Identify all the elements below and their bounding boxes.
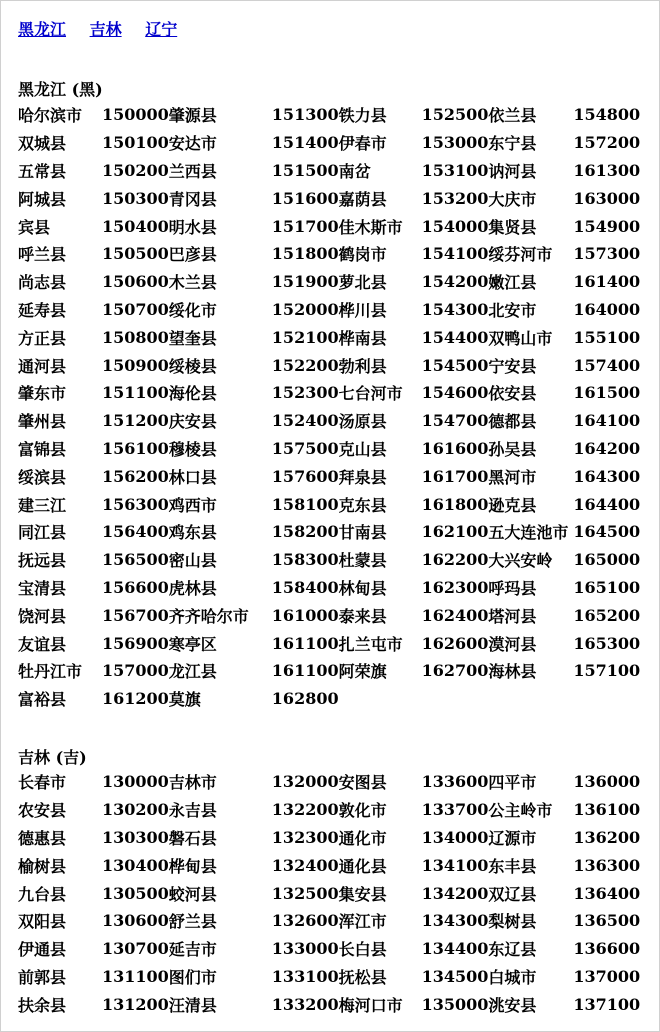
place-name: 黑河市	[488, 467, 537, 487]
postal-code: 132300	[271, 827, 339, 847]
postal-code: 150200	[102, 160, 169, 180]
place-name: 浑江市	[338, 912, 387, 932]
place-name: 通河县	[18, 356, 67, 376]
postal-code: 151900	[271, 272, 339, 292]
place-name: 绥化市	[168, 300, 217, 320]
postal-code: 133100	[271, 966, 339, 986]
place-name: 呼玛县	[488, 578, 537, 598]
place-name: 林口县	[168, 467, 217, 487]
table-row	[18, 351, 640, 379]
postal-code: 155100	[573, 327, 641, 347]
place-name: 建三江	[18, 495, 67, 515]
postal-code: 153200	[421, 188, 489, 208]
place-name: 抚远县	[18, 551, 67, 571]
place-name	[339, 685, 422, 713]
place-name: 通化市	[338, 828, 387, 848]
place-name: 鸡东县	[168, 523, 217, 543]
postal-code: 131100	[102, 966, 169, 986]
postal-code: 161300	[573, 160, 641, 180]
nav-link-liaoning[interactable]: 辽宁	[145, 20, 178, 39]
place-name: 绥滨县	[18, 467, 67, 487]
postal-code: 134400	[421, 939, 489, 959]
place-name: 阿城县	[18, 189, 67, 209]
table-row	[18, 657, 640, 685]
postal-code: 156300	[102, 494, 169, 514]
postal-code: 164000	[573, 299, 641, 319]
postal-code: 161000	[271, 605, 339, 625]
postal-code: 158100	[271, 494, 339, 514]
place-name: 泰来县	[338, 606, 387, 626]
postal-code: 164100	[573, 411, 641, 431]
postal-code: 151700	[271, 216, 339, 236]
postal-code: 154200	[421, 272, 489, 292]
postal-code: 150900	[102, 355, 169, 375]
postal-code: 164400	[573, 494, 641, 514]
postal-code: 158300	[271, 550, 339, 570]
place-name: 桦川县	[338, 300, 387, 320]
table-row	[18, 407, 640, 435]
postal-code: 151100	[102, 383, 169, 403]
postal-code: 151400	[271, 133, 339, 153]
place-name: 大兴安岭	[488, 551, 553, 571]
place-name: 扶余县	[18, 995, 67, 1015]
place-name: 德都县	[488, 412, 537, 432]
place-name: 鸡西市	[168, 495, 217, 515]
place-name: 宾县	[18, 217, 51, 237]
postal-code: 150800	[102, 327, 169, 347]
place-name: 延寿县	[18, 300, 67, 320]
place-name: 伊通县	[18, 940, 67, 960]
place-name: 辽源市	[488, 828, 537, 848]
place-name: 肇东市	[18, 384, 67, 404]
table-row	[18, 546, 640, 574]
place-name: 杜蒙县	[338, 551, 387, 571]
place-name: 七台河市	[338, 384, 403, 404]
postal-code: 150600	[102, 272, 169, 292]
postal-code: 130000	[102, 772, 169, 792]
postal-code: 152100	[271, 327, 339, 347]
place-name: 绥棱县	[168, 356, 217, 376]
place-name: 阿荣旗	[338, 662, 387, 682]
place-name: 图们市	[168, 967, 217, 987]
place-name: 寒亭区	[168, 634, 217, 654]
postal-code: 165300	[573, 633, 641, 653]
table-row	[18, 574, 640, 602]
postal-code: 157400	[573, 355, 641, 375]
postal-code	[422, 685, 489, 713]
place-name: 蛟河县	[168, 884, 217, 904]
postal-code: 161700	[421, 466, 489, 486]
place-name: 穆棱县	[168, 439, 217, 459]
postal-code: 134200	[421, 883, 489, 903]
place-name: 勃利县	[338, 356, 387, 376]
place-name: 永吉县	[168, 801, 217, 821]
postal-code: 161100	[271, 633, 339, 653]
postal-code: 154100	[421, 244, 489, 264]
table-row	[18, 851, 640, 879]
place-name: 桦南县	[338, 328, 387, 348]
place-name: 鹤岗市	[338, 245, 387, 265]
table-row	[18, 212, 640, 240]
postal-code: 136100	[573, 800, 641, 820]
table-row	[18, 240, 640, 268]
place-name: 龙江县	[168, 662, 217, 682]
place-name: 汪清县	[168, 995, 217, 1015]
postal-code: 162100	[421, 522, 489, 542]
table-row	[18, 518, 640, 546]
place-name: 嘉荫县	[338, 189, 387, 209]
table-row	[18, 129, 640, 157]
postal-code: 134300	[421, 911, 489, 931]
postal-code: 150400	[102, 216, 169, 236]
postal-code: 134100	[421, 855, 489, 875]
place-name: 庆安县	[168, 412, 217, 432]
postal-code: 154700	[421, 411, 489, 431]
postal-code: 157000	[102, 661, 169, 681]
table-row	[18, 990, 640, 1018]
postal-code: 162600	[421, 633, 489, 653]
place-name: 佳木斯市	[338, 217, 403, 237]
place-name: 双鸭山市	[488, 328, 553, 348]
place-name: 南岔	[338, 161, 371, 181]
postal-code: 130500	[102, 883, 169, 903]
place-name: 北安市	[488, 300, 537, 320]
place-name: 敦化市	[338, 801, 387, 821]
postal-code: 163000	[573, 188, 641, 208]
postal-code: 152000	[271, 299, 339, 319]
postal-code: 153100	[421, 160, 489, 180]
postal-code: 154300	[421, 299, 489, 319]
section-title-heilongjiang: 黑龙江 (黑)	[18, 80, 103, 99]
postal-code: 161800	[421, 494, 489, 514]
postal-code: 132500	[271, 883, 339, 903]
postal-code: 162300	[421, 577, 489, 597]
postal-code: 152400	[271, 411, 339, 431]
postal-code: 133600	[421, 772, 489, 792]
postal-code: 154500	[421, 355, 489, 375]
place-name: 舒兰县	[168, 912, 217, 932]
place-name: 肇州县	[18, 412, 67, 432]
postal-code: 132200	[271, 800, 339, 820]
table-row	[18, 184, 640, 212]
postal-code: 133000	[271, 939, 339, 959]
table-row	[18, 296, 640, 324]
place-name: 肇源县	[168, 106, 217, 126]
place-name: 通化县	[338, 856, 387, 876]
place-name: 克东县	[338, 495, 387, 515]
province-nav	[18, 17, 195, 40]
postal-code: 130400	[102, 855, 169, 875]
postal-code: 156200	[102, 466, 169, 486]
postal-code	[573, 685, 640, 713]
table-row	[18, 685, 640, 713]
postal-code: 152300	[271, 383, 339, 403]
place-name: 饶河县	[18, 606, 67, 626]
place-name: 塔河县	[488, 606, 537, 626]
place-name: 孙吴县	[488, 439, 537, 459]
postal-code: 151500	[271, 160, 339, 180]
place-name: 五常县	[18, 161, 67, 181]
postal-code: 164200	[573, 438, 641, 458]
place-name: 大庆市	[488, 189, 537, 209]
postal-code: 161400	[573, 272, 641, 292]
place-name: 磐石县	[168, 828, 217, 848]
postal-code: 150300	[102, 188, 169, 208]
place-name: 兰西县	[168, 161, 217, 181]
table-row	[18, 935, 640, 963]
postal-code: 136400	[573, 883, 641, 903]
postal-code: 153000	[421, 133, 489, 153]
postal-code: 151600	[271, 188, 339, 208]
table-row	[18, 462, 640, 490]
place-name: 望奎县	[168, 328, 217, 348]
postal-code: 152200	[271, 355, 339, 375]
nav-link-jilin[interactable]: 吉林	[89, 20, 122, 39]
place-name: 青冈县	[168, 189, 217, 209]
postal-code: 156600	[102, 577, 169, 597]
postal-code: 154600	[421, 383, 489, 403]
postal-code: 132000	[271, 772, 339, 792]
place-name: 依兰县	[488, 106, 537, 126]
postal-code: 161100	[271, 661, 339, 681]
place-name: 抚松县	[338, 967, 387, 987]
table-row	[18, 157, 640, 185]
place-name: 前郭县	[18, 967, 67, 987]
postal-code: 130700	[102, 939, 169, 959]
postal-code: 156500	[102, 550, 169, 570]
postal-code: 157500	[271, 438, 339, 458]
postal-code: 151300	[271, 105, 339, 125]
place-name: 桦甸县	[168, 856, 217, 876]
table-row	[18, 323, 640, 351]
place-name: 莫旗	[168, 690, 201, 710]
postal-code: 135000	[421, 994, 489, 1014]
postal-code: 162800	[271, 689, 339, 709]
place-name: 宝清县	[18, 578, 67, 598]
postal-code: 136000	[573, 772, 641, 792]
place-name: 巴彦县	[168, 245, 217, 265]
place-name: 集贤县	[488, 217, 537, 237]
postal-code: 137000	[573, 966, 641, 986]
postal-code: 156900	[102, 633, 169, 653]
place-name: 虎林县	[168, 578, 217, 598]
postal-code: 157200	[573, 133, 641, 153]
place-name: 尚志县	[18, 273, 67, 293]
place-name: 双辽县	[488, 884, 537, 904]
place-name: 密山县	[168, 551, 217, 571]
postal-code: 157600	[271, 466, 339, 486]
place-name: 漠河县	[488, 634, 537, 654]
postal-code: 152500	[421, 105, 489, 125]
place-name: 木兰县	[168, 273, 217, 293]
table-row	[18, 268, 640, 296]
postal-code: 161500	[573, 383, 641, 403]
postal-code: 132600	[271, 911, 339, 931]
place-name: 长白县	[338, 940, 387, 960]
table-row	[18, 963, 640, 991]
place-name: 安图县	[338, 773, 387, 793]
postal-code: 154800	[573, 105, 641, 125]
postal-code: 165000	[573, 550, 641, 570]
place-name: 甘南县	[338, 523, 387, 543]
postcode-table-heilongjiang	[18, 101, 640, 713]
table-row	[18, 629, 640, 657]
place-name: 东宁县	[488, 134, 537, 154]
place-name: 安达市	[168, 134, 217, 154]
postal-code: 151200	[102, 411, 169, 431]
place-name: 富锦县	[18, 439, 67, 459]
table-row	[18, 796, 640, 824]
place-name: 公主岭市	[488, 801, 553, 821]
table-row	[18, 435, 640, 463]
table-row	[18, 824, 640, 852]
table-row	[18, 879, 640, 907]
table-row	[18, 768, 640, 796]
postal-code: 150500	[102, 244, 169, 264]
postal-code: 162700	[421, 661, 489, 681]
postal-code: 150700	[102, 299, 169, 319]
nav-link-heilongjiang[interactable]: 黑龙江	[18, 20, 67, 39]
table-row	[18, 490, 640, 518]
place-name: 绥芬河市	[488, 245, 553, 265]
place-name	[488, 685, 573, 713]
postal-code: 130600	[102, 911, 169, 931]
postal-code: 156100	[102, 438, 169, 458]
place-name: 呼兰县	[18, 245, 67, 265]
postal-code: 134000	[421, 827, 489, 847]
postal-code: 164500	[573, 522, 641, 542]
place-name: 德惠县	[18, 828, 67, 848]
place-name: 农安县	[18, 801, 67, 821]
postal-code: 157300	[573, 244, 641, 264]
postal-code: 154000	[421, 216, 489, 236]
place-name: 友谊县	[18, 634, 67, 654]
postal-code: 151800	[271, 244, 339, 264]
place-name: 萝北县	[338, 273, 387, 293]
place-name: 九台县	[18, 884, 67, 904]
place-name: 克山县	[338, 439, 387, 459]
postal-code: 137100	[573, 994, 641, 1014]
postal-code: 133200	[271, 994, 339, 1014]
postal-code: 134500	[421, 966, 489, 986]
postal-code: 136300	[573, 855, 641, 875]
postal-code: 164300	[573, 466, 641, 486]
place-name: 同江县	[18, 523, 67, 543]
place-name: 嫩江县	[488, 273, 537, 293]
place-name: 梅河口市	[338, 995, 403, 1015]
postal-code: 133700	[421, 800, 489, 820]
place-name: 白城市	[488, 967, 537, 987]
postal-code: 130300	[102, 827, 169, 847]
postal-code: 165100	[573, 577, 641, 597]
place-name: 方正县	[18, 328, 67, 348]
place-name: 依安县	[488, 384, 537, 404]
postal-code: 136200	[573, 827, 641, 847]
table-row	[18, 907, 640, 935]
postal-code: 162200	[421, 550, 489, 570]
postcode-table-jilin	[18, 768, 640, 1018]
table-row	[18, 101, 640, 129]
place-name: 哈尔滨市	[18, 106, 83, 126]
postal-code: 161200	[102, 689, 169, 709]
place-name: 长春市	[18, 773, 67, 793]
postal-code: 130200	[102, 800, 169, 820]
postal-code: 136600	[573, 939, 641, 959]
place-name: 东辽县	[488, 940, 537, 960]
place-name: 汤原县	[338, 412, 387, 432]
place-name: 梨树县	[488, 912, 537, 932]
place-name: 齐齐哈尔市	[168, 606, 249, 626]
postal-code: 158200	[271, 522, 339, 542]
place-name: 海伦县	[168, 384, 217, 404]
place-name: 五大连池市	[488, 523, 569, 543]
postal-code: 132400	[271, 855, 339, 875]
place-name: 铁力县	[338, 106, 387, 126]
table-row	[18, 601, 640, 629]
postal-code: 150100	[102, 133, 169, 153]
place-name: 东丰县	[488, 856, 537, 876]
postal-code: 154900	[573, 216, 641, 236]
place-name: 集安县	[338, 884, 387, 904]
postal-code: 136500	[573, 911, 641, 931]
postal-code: 150000	[102, 105, 169, 125]
table-row	[18, 379, 640, 407]
place-name: 伊春市	[338, 134, 387, 154]
place-name: 四平市	[488, 773, 537, 793]
place-name: 讷河县	[488, 161, 537, 181]
place-name: 扎兰屯市	[338, 634, 403, 654]
postal-code: 157100	[573, 661, 641, 681]
postal-code: 156700	[102, 605, 169, 625]
place-name: 洮安县	[488, 995, 537, 1015]
postal-code: 162400	[421, 605, 489, 625]
place-name: 牡丹江市	[18, 662, 83, 682]
postal-code: 158400	[271, 577, 339, 597]
postal-code: 165200	[573, 605, 641, 625]
place-name: 宁安县	[488, 356, 537, 376]
place-name: 林甸县	[338, 578, 387, 598]
place-name: 吉林市	[168, 773, 217, 793]
place-name: 延吉市	[168, 940, 217, 960]
section-title-jilin: 吉林 (吉)	[18, 748, 87, 767]
place-name: 双阳县	[18, 912, 67, 932]
place-name: 榆树县	[18, 856, 67, 876]
postal-code: 156400	[102, 522, 169, 542]
place-name: 海林县	[488, 662, 537, 682]
place-name: 逊克县	[488, 495, 537, 515]
place-name: 拜泉县	[338, 467, 387, 487]
postal-code: 154400	[421, 327, 489, 347]
postal-code: 131200	[102, 994, 169, 1014]
place-name: 明水县	[168, 217, 217, 237]
place-name: 双城县	[18, 134, 67, 154]
place-name: 富裕县	[18, 690, 67, 710]
postal-code: 161600	[421, 438, 489, 458]
